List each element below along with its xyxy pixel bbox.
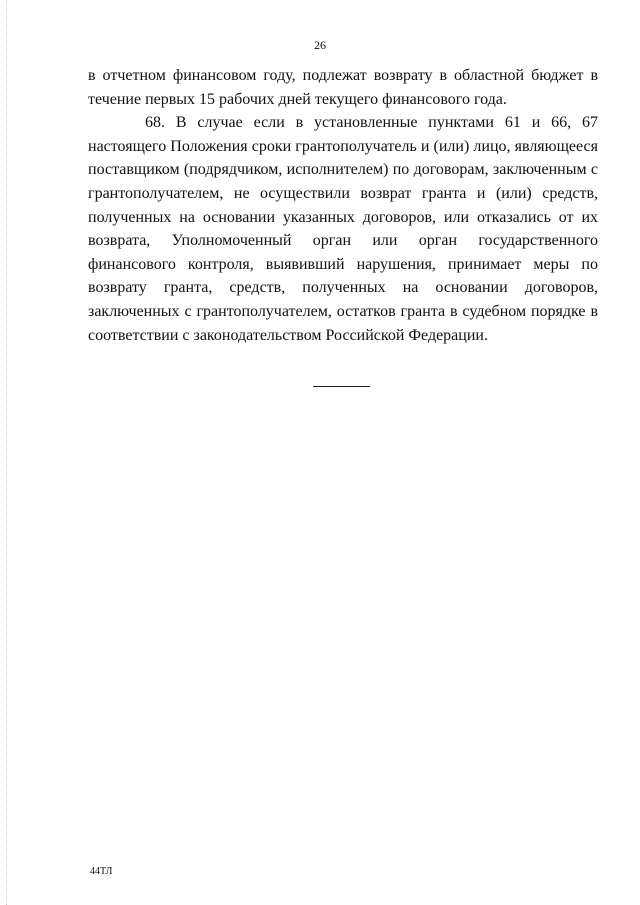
- paragraph-continuation: в отчетном финансовом году, подлежат возврату в областной бюджет в течение первых 15 рабочих дней текущего финансового года.: [88, 67, 598, 108]
- footer-document-code: 44ТЛ: [90, 866, 113, 877]
- page-number: 26: [314, 38, 326, 52]
- end-divider-line: [313, 386, 370, 387]
- page-left-edge: [6, 0, 7, 905]
- document-body: [88, 64, 598, 347]
- paragraph-68: 68. В случае если в установленные пунктами 61 и 66, 67 настоящего Положения сроки грантополучатель и (или) лицо, являющееся поставщиком (подрядчиком, исполнителем) по договорам, заключенным с грантополучателем, не осуществили возврат гранта и (или) средств, полученных на основании указанных договоров, или отказались от их возврата, Уполномоченный орган или орган государственного финансового контроля, выявивший нарушения, принимает меры по возврату гранта, средств, полученных на основании договоров, заключенных с грантополучателем, остатков гранта в судебном порядке в соответствии с законодательством Российской Федерации.: [88, 114, 598, 344]
